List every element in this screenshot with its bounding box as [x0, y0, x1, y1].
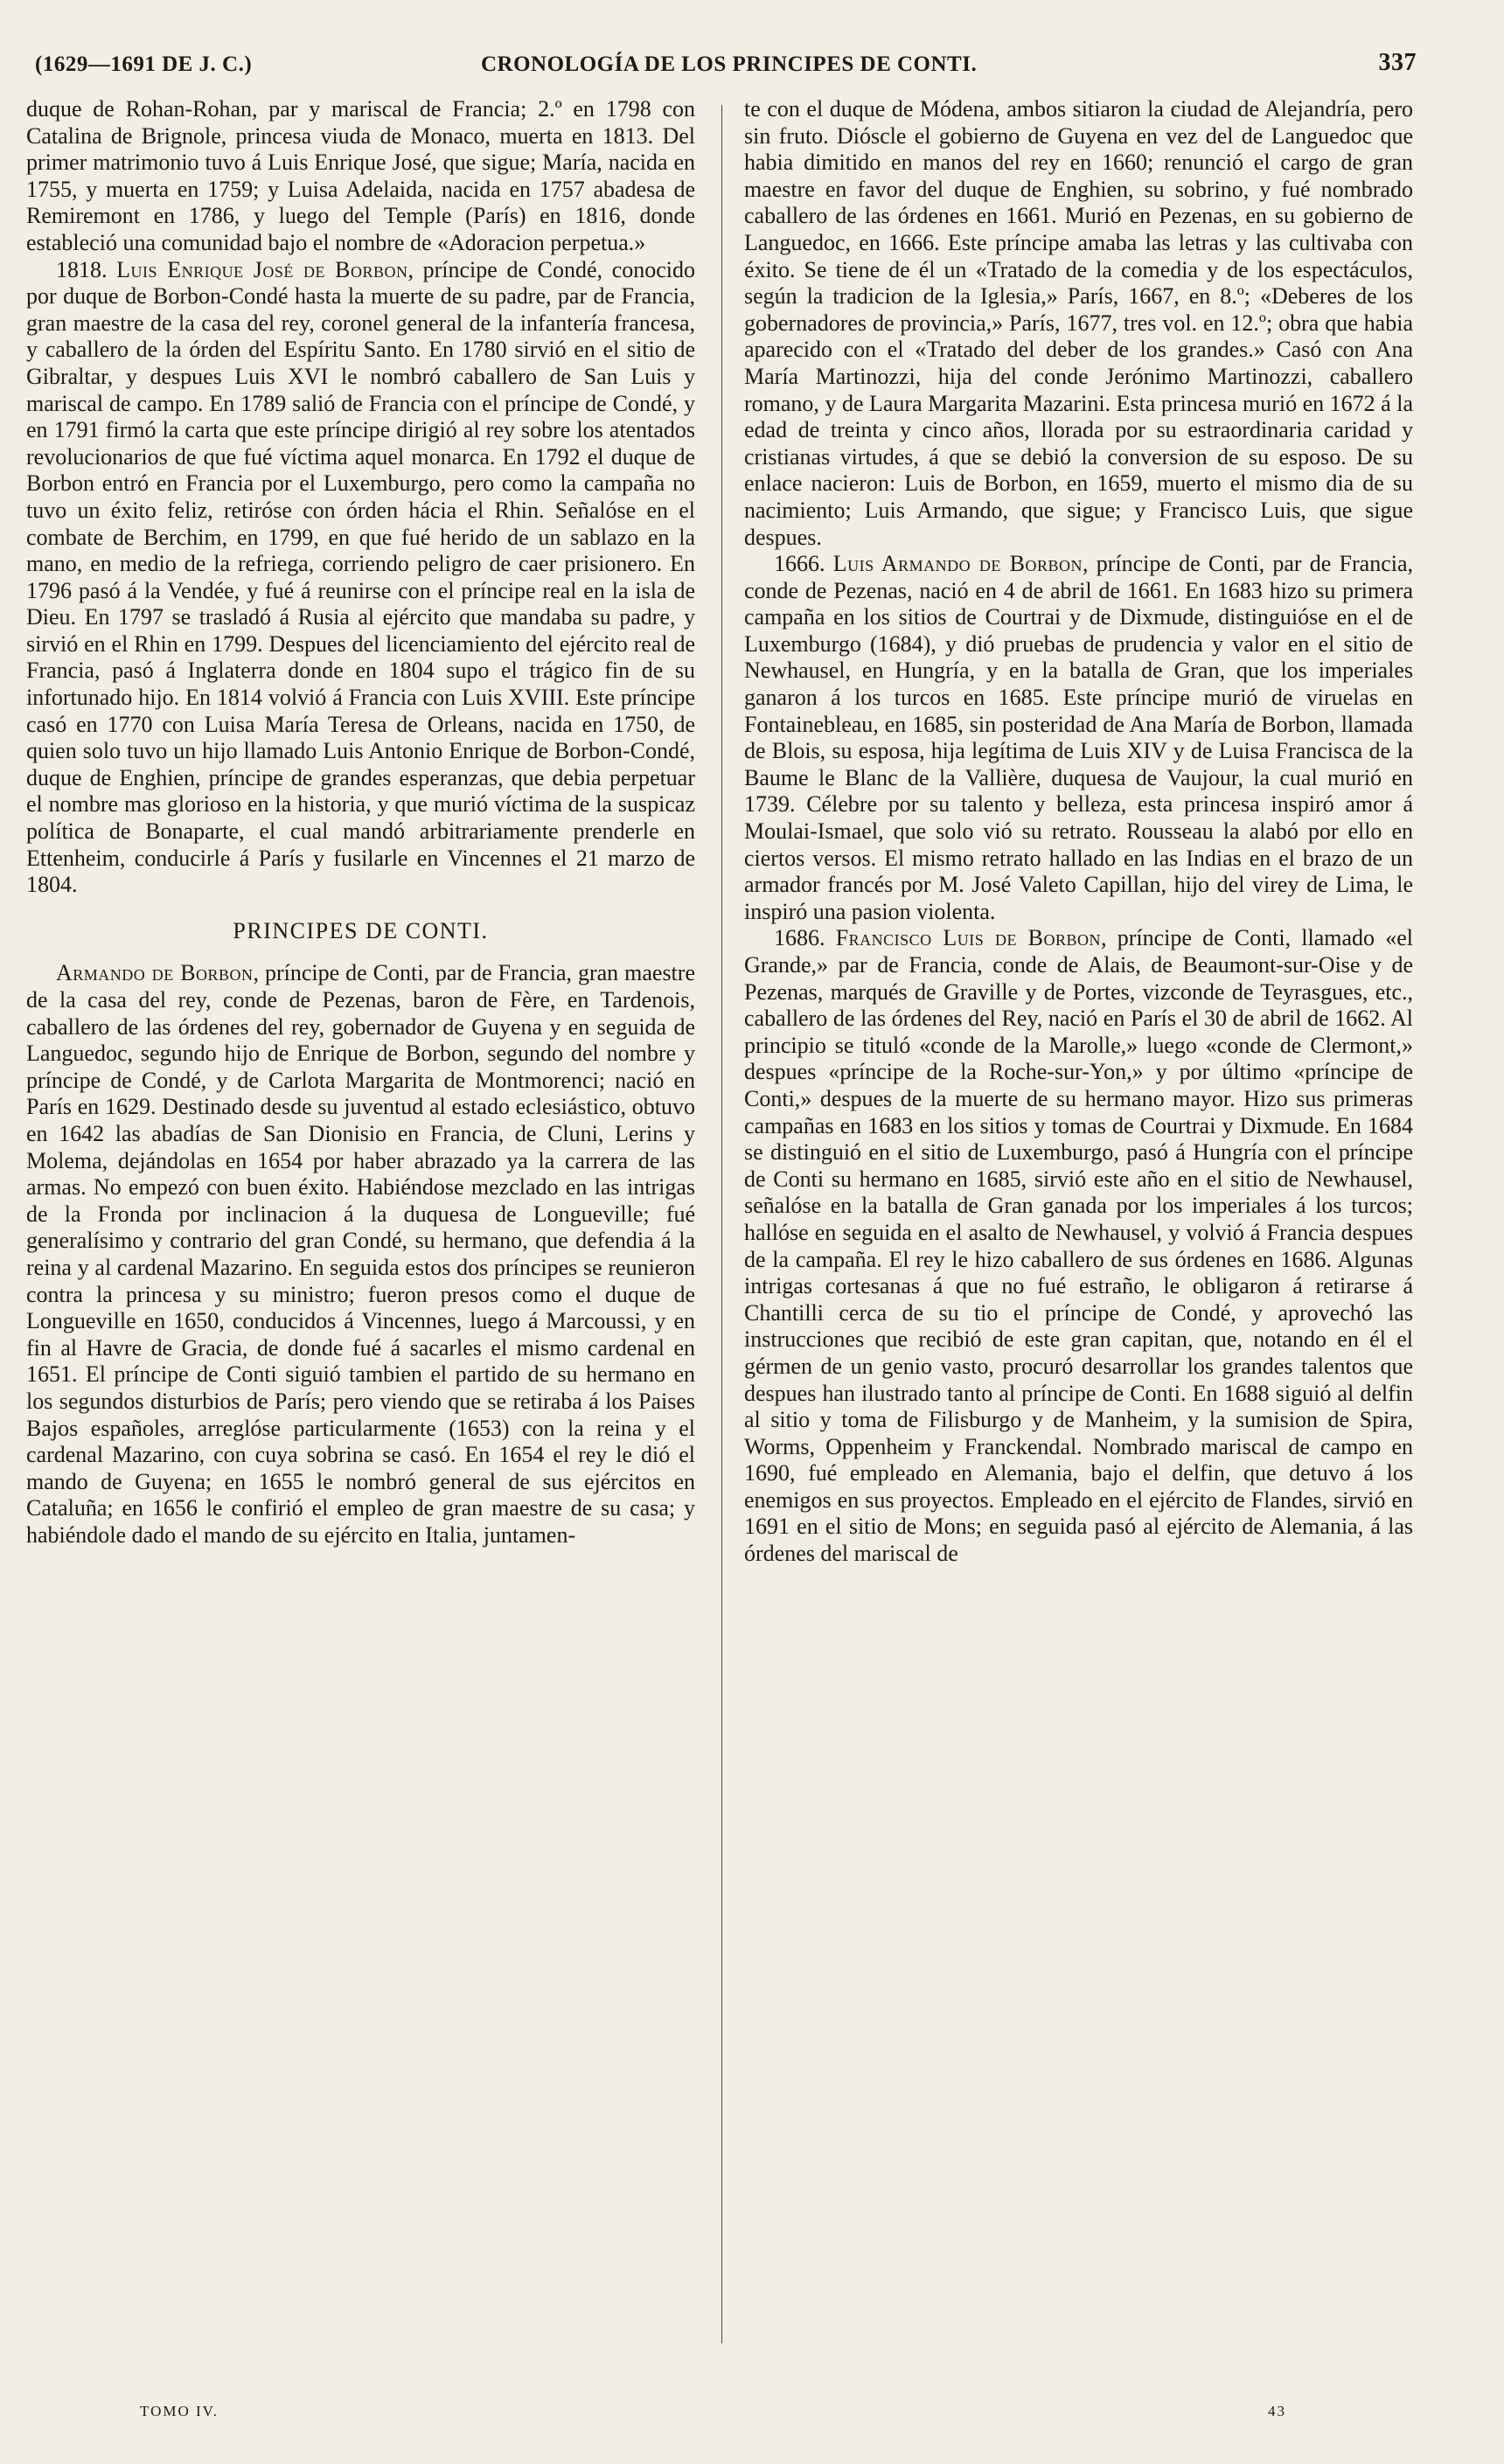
section-title: PRINCIPES DE CONTI.	[233, 917, 489, 943]
entry-text: , príncipe de Conti, par de Francia, gran maestre de la casa del rey, conde de Pezenas, baron de Fère, en Tardenois, caballero de las órdenes del rey, gobernador de Guyena y en seguida de Languedoc, segundo hijo de Enrique de Borbon, segundo del nombre y príncipe de Condé, y de Carlota Margarita de Montmorenci; nació en París en 1629. Destinado desde su juventud al estado eclesiástico, obtuvo en 1642 las abadías de San Dionisio en Francia, de Cluni, Lerins y Molema, dejándolas en 1654 por haber abrazado ya la carrera de las armas. No empezó con buen éxito. Habiéndose mezclado en las intrigas de la Fronda por inclinacion á la duquesa de Longueville; fué generalísimo y contrario del gran Condé, su hermano, que defendia á la reina y al cardenal Mazarino. En seguida estos dos príncipes se reunieron contra la princesa y su ministro; fueron presos como el duque de Longueville en 1650, conducidos á Vincennes, luego á Marcoussi, y en fin al Havre de Gracia, de donde fué á sacarles el mismo cardenal en 1651. El príncipe de Conti siguió tambien el partido de su hermano en los segundos disturbios de París; pero viendo que se retiraba á los Paises Bajos españoles, arreglóse particularmente (1653) con la reina y el cardenal Mazarino, con cuya sobrina se casó. En 1654 el rey le dió el mando de Guyena; en 1655 le nombró general de sus ejércitos en Cataluña; en 1656 le confirió el empleo de gran maestre de su casa; y habiéndole dado el mando de su ejército en Italia, juntamen-	[26, 960, 695, 1548]
page-footer	[26, 2403, 1417, 2429]
running-header	[26, 45, 1417, 89]
entry-armando	[26, 960, 695, 1549]
right-column	[744, 96, 1413, 1568]
entry-name: Armando de Borbon	[56, 960, 254, 986]
entry-name: Luis Enrique José de Borbon	[116, 256, 408, 282]
entry-text: , príncipe de Conti, par de Francia, conde de Pezenas, nació en 4 de abril de 1661. En 1683 hizo su primera campaña en los sitios de Courtrai y de Dixmude, distinguióse en el de Luxemburgo (1684), y dió pruebas de prudencia y valor en el sitio de Newhausel, en Hungría, y en la batalla de Gran, que los imperiales ganaron á los turcos en 1685. Este príncipe murió de viruelas en Fontainebleau, en 1685, sin posteridad de Ana María de Borbon, llamada de Blois, su esposa, hija legítima de Luis XIV y de Luisa Francisca de la Baume le Blanc de la Vallière, duquesa de Vaujour, la cual murió en 1739. Célebre por su talento y belleza, esta princesa inspiró amor á Moulai-Ismael, que solo vió su retrato. Rousseau la alabó por ello en ciertos versos. El mismo retrato hallado en las Indias en el brazo de un armador francés por M. José Valeto Capillan, hijo del virey de Lima, le inspiró una pasion violenta.	[744, 551, 1413, 924]
entry-luis-enrique-jose	[26, 257, 695, 899]
column-divider	[721, 105, 722, 2343]
entry-number: 1686.	[774, 925, 825, 951]
header-date-range: (1629—1691 DE J. C.)	[35, 52, 253, 76]
paragraph-continued: duque de Rohan-Rohan, par y mariscal de Francia; 2.º en 1798 con Catalina de Brignole, princesa viuda de Monaco, muerta en 1813. Del primer matrimonio tuvo á Luis Enrique José, que sigue; María, nacida en 1755, y muerta en 1759; y Luisa Adelaida, nacida en 1757 abadesa de Remiremont en 1786, y luego del Temple (París) en 1816, donde estableció una comunidad bajo el nombre de «Adoracion perpetua.»	[26, 96, 695, 255]
header-title: CRONOLOGÍA DE LOS PRINCIPES DE CONTI.	[481, 52, 978, 76]
entry-name: Francisco Luis de Borbon	[835, 925, 1101, 951]
entry-name: Luis Armando de Borbon	[832, 551, 1083, 577]
entry-number: 1666.	[774, 551, 825, 577]
left-column	[26, 96, 695, 1549]
page	[26, 45, 1417, 2441]
entry-francisco-luis	[744, 925, 1413, 1567]
entry-luis-armando	[744, 551, 1413, 925]
text-columns	[26, 96, 1417, 2387]
paragraph-continued: te con el duque de Módena, ambos sitiaron la ciudad de Alejandría, pero sin fruto. Dióscle el gobierno de Guyena en vez del de Languedoc que habia dimitido en manos del rey en 1660; renunció el cargo de gran maestre en favor del duque de Enghien, su sobrino, y fué nombrado caballero de las órdenes en 1661. Murió en Pezenas, en su gobierno de Languedoc, en 1666. Este príncipe amaba las letras y las cultivaba con éxito. Se tiene de él un «Tratado de la comedia y de los espectáculos, según la tradicion de la Iglesia,» París, 1667, en 8.º; «Deberes de los gobernadores de provincia,» París, 1677, tres vol. en 12.º; obra que habia aparecido con el «Tratado del deber de los grandes.» Casó con Ana María Martinozzi, hija del conde Jerónimo Martinozzi, caballero romano, y de Laura Margarita Mazarini. Esta princesa murió en 1672 á la edad de treinta y cinco años, llorada por su estraordinaria caridad y cristianas virtudes, á que se debió la conversion de su esposo. De su enlace nacieron: Luis de Borbon, en 1659, muerto el mismo dia de su nacimiento; Luis Armando, que sigue; y Francisco Luis, que sigue despues.	[744, 96, 1413, 550]
entry-number: 1818.	[56, 256, 108, 282]
entry-text: , príncipe de Condé, conocido por duque de Borbon-Condé hasta la muerte de su padre, par de Francia, gran maestre de la casa del rey, coronel general de la infantería francesa, y caballero de la órden del Espíritu Santo. En 1780 sirvió en el sitio de Gibraltar, y despues Luis XVI le nombró caballero de San Luis y mariscal de campo. En 1789 salió de Francia con el príncipe de Condé, y en 1791 firmó la carta que este príncipe dirigió al rey sobre los atentados revolucionarios de que fué víctima aquel monarca. En 1792 el duque de Borbon entró en Francia por el Luxemburgo, pero como la campaña no tuvo un éxito feliz, retiróse con órden hácia el Rhin. Señalóse en el combate de Berchim, en 1799, en que fué herido de un sablazo en la mano, en medio de la refriega, corriendo peligro de caer prisionero. En 1796 pasó á la Vendée, y fué á reunirse con el príncipe real en la isla de Dieu. En 1797 se trasladó á Rusia al ejército que mandaba su padre, y sirvió en el Rhin en 1799. Despues del licenciamiento del ejército real de Francia, pasó á Inglaterra donde en 1804 supo el trágico fin de su infortunado hijo. En 1814 volvió á Francia con Luis XVIII. Este príncipe casó en 1770 con Luisa María Teresa de Orleans, nacida en 1750, de quien solo tuvo un hijo llamado Luis Antonio Enrique de Borbon-Condé, duque de Enghien, príncipe de grandes esperanzas, que debia perpetuar el nombre mas glorioso en la historia, y que murió víctima de la suspicaz política de Bonaparte, el cual mandó arbitrariamente prenderle en Ettenheim, conducirle á París y fusilarle en Vincennes el 21 marzo de 1804.	[26, 256, 695, 898]
signature-mark: 43	[1268, 2403, 1286, 2419]
entry-text: , príncipe de Conti, llamado «el Grande,» par de Francia, conde de Alais, de Beaumont-sur-Oise y de Pezenas, marqués de Graville y de Portes, vizconde de Teyrasgues, etc., caballero de las órdenes del Rey, nació en París el 30 de abril de 1662. Al principio se tituló «conde de la Marolle,» luego «conde de Clermont,» despues «príncipe de la Roche-sur-Yon,» y por último «príncipe de Conti,» despues de la muerte de su hermano mayor. Hizo sus primeras campañas en 1683 en los sitios y tomas de Courtrai y Dixmude. En 1684 se distinguió en el sitio de Luxemburgo, pasó á Hungría con el príncipe de Conti su hermano en 1685, sirvió este año en el sitio de Newhausel, señalóse en la batalla de Gran ganada por los imperiales á los turcos; hallóse en seguida en el asalto de Newhausel, y volvió á Francia despues de la campaña. El rey le hizo caballero de sus órdenes en 1686. Algunas intrigas cortesanas á que no fué estraño, le obligaron á retirarse á Chantilli cerca de su tio el príncipe de Condé, y aprovechó las instrucciones que recibió de este gran capitan, que, notando en él el gérmen de un genio vasto, procuró desarrollar los grandes talentos que despues han ilustrado tanto al príncipe de Conti. En 1688 siguió al delfin al sitio y toma de Filisburgo y de Manheim, y la sumision de Spira, Worms, Oppenheim y Franckendal. Nombrado mariscal de campo en 1690, fué empleado en Alemania, bajo el delfin, que detuvo á los enemigos en sus proyectos. Empleado en el ejército de Flandes, sirvió en 1691 en el sitio de Mons; en seguida pasó al ejército de Alemania, á las órdenes del mariscal de	[744, 925, 1414, 1567]
page-number: 337	[1378, 49, 1417, 76]
volume-label: TOMO IV.	[140, 2403, 219, 2419]
